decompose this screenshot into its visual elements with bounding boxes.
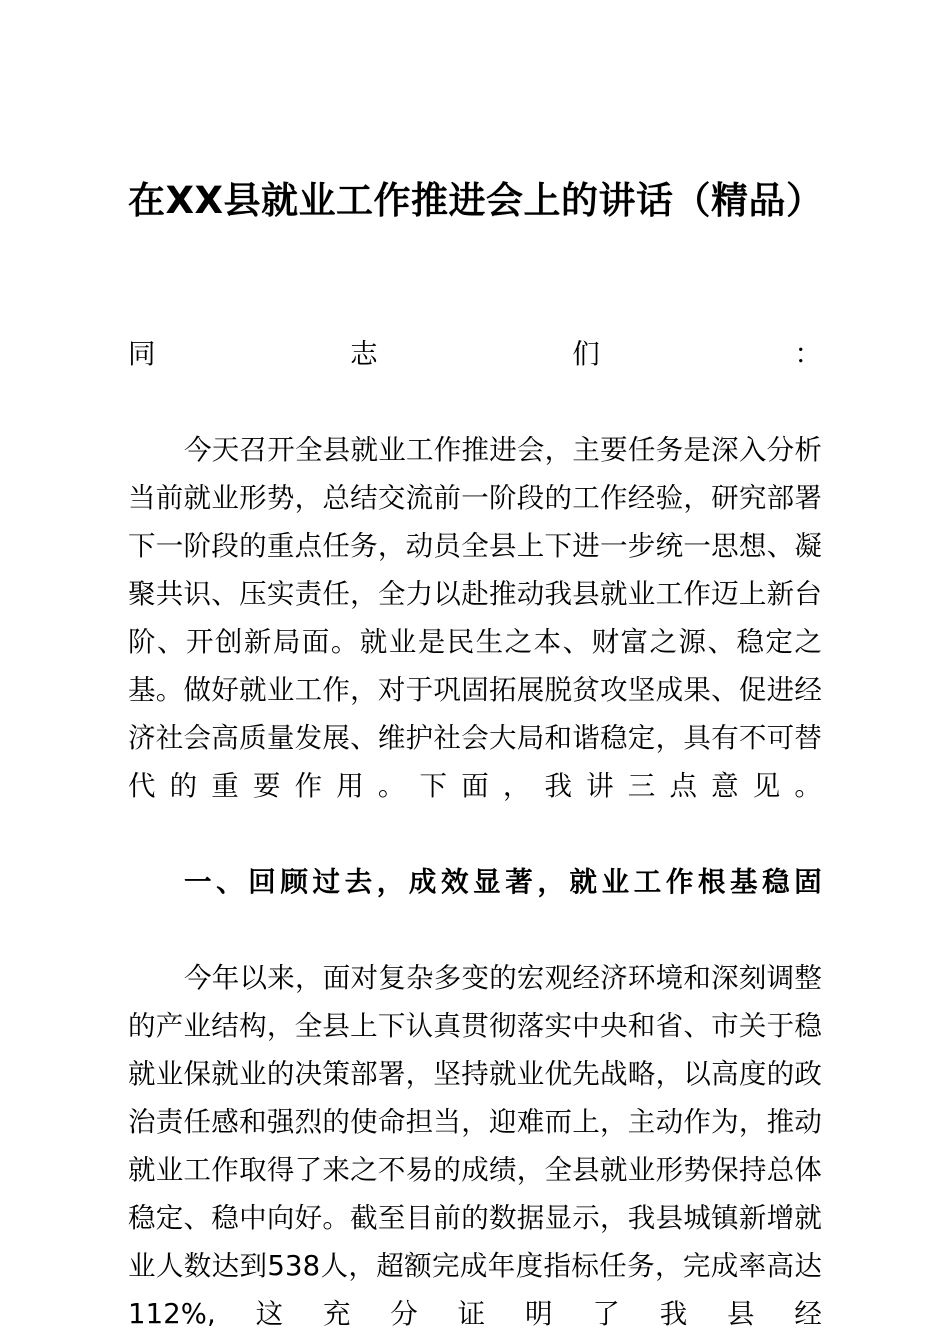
salutation: 同志们： [128,338,822,370]
document-body [128,330,822,1344]
page-title: 在XX县就业工作推进会上的讲话（精品） [128,179,824,222]
paragraph-intro: 今天召开全县就业工作推进会，主要任务是深入分析当前就业形势，总结交流前一阶段的工作经验，研究部署下一阶段的重点任务，动员全县上下进一步统一思想、凝聚共识、压实责任，全力以赴推动我县就业工作迈上新台阶、开创新局面。就业是民生之本、财富之源、稳定之基。做好就业工作，对于巩固拓展脱贫攻坚成果、促进经济社会高质量发展、维护社会大局和谐稳定，具有不可替代的重要作用。下面，我讲三点意见。 [128,434,822,802]
section-heading-one: 一、回顾过去，成效显著，就业工作根基稳固 [184,866,822,898]
paragraph-section-one-body: 今年以来，面对复杂多变的宏观经济环境和深刻调整的产业结构，全县上下认真贯彻落实中央和省、市关于稳就业保就业的决策部署，坚持就业优先战略，以高度的政治责任感和强烈的使命担当，迎难而上，主动作为，推动就业工作取得了来之不易的成绩，全县就业形势保持总体稳定、稳中向好。截至目前的数据显示，我县城镇新增就业人数达到538人，超额完成年度指标任务，完成率高达112%,这充分证明了我县经 [128,962,822,1330]
